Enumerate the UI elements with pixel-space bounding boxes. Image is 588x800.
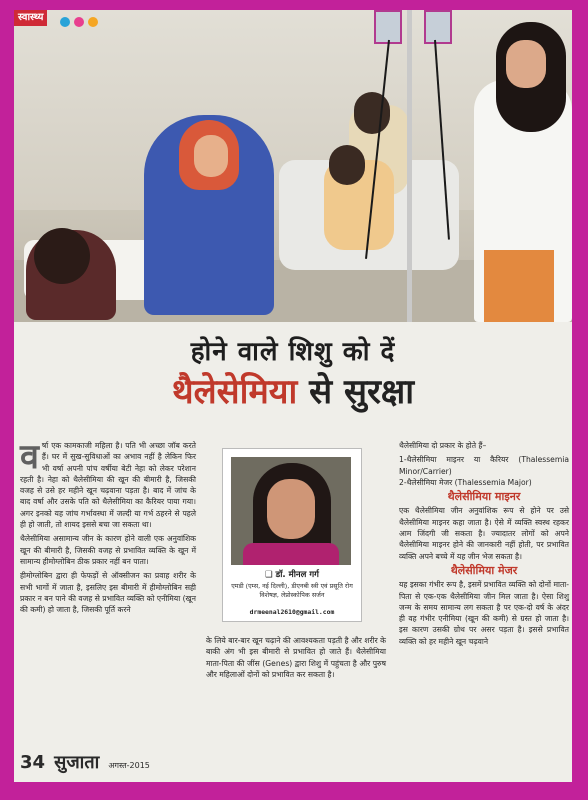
photo-iv-bag-left <box>374 10 402 44</box>
photo-girl-head <box>34 228 90 284</box>
author-credentials: एमडी (एम्स, नई दिल्ली), डीएनबी स्त्री एवं प्रसूति रोग विशेषज्ञ, लेप्रोस्कोपिक सर्जन <box>231 582 353 599</box>
author-name: ❑ डॉ. मीनल गर्ग <box>265 570 319 580</box>
section-masthead <box>14 10 47 26</box>
hospital-photo <box>14 10 572 322</box>
author-email: drmeenal2610@gmail.com <box>249 608 335 616</box>
photo-doctor-skirt <box>484 250 554 322</box>
article-headline <box>14 332 572 412</box>
magazine-page <box>14 10 572 782</box>
author-photo <box>231 457 351 565</box>
column1-paragraph: र्षा एक कामकाजी महिला है। पति भी अच्छा जॉब करते हैं। घर में सुख-सुविधाओं का अभाव नहीं है लेकिन फिर भी वर्षा अपनी पांच वर्षीया बेटी नेहा को लेकर परेशान रहती है। नेहा को थैलेसीमिया की खून की बीमारी है, जिसकी वजह से उसे हर महीने खून चढ़वाना पड़ता है। बाद में जांच के बाद वर्षा और उसके पति को थैलेसीमिया का कैरियर पाया गया। अगर इनको यह जांच गर्भावस्था में जल्दी या गर्भ ठहरने से पहले ही हो जाती, तो शायद इससे बचा जा सकता था। <box>20 441 196 530</box>
orange-dot-icon <box>88 17 98 27</box>
headline-line-1: होने वाले शिशु को दें <box>190 337 396 367</box>
author-face <box>267 479 315 539</box>
column1-paragraph: थैलेसीमिया असामान्य जीन के कारण होने वाली एक अनुवांशिक खून की बीमारी है, जिसकी वजह से प्रभावित व्यक्ति के खून में सामान्य हीमोग्लोबिन ठीक प्रकार नहीं बन पाता। <box>20 534 196 566</box>
magazine-name: सुजाता <box>54 752 100 773</box>
article-column-3 <box>399 440 569 650</box>
thalassemia-types-list <box>399 454 569 488</box>
author-dress <box>243 543 339 565</box>
column3-intro: थैलेसीमिया दो प्रकार के होते हैं– <box>399 441 487 450</box>
article-column-2 <box>206 635 386 683</box>
list-item: 1-थैलेसीमिया माइनर या कैरियर (Thalessemia Minor/Carrier) <box>399 455 569 476</box>
author-box <box>222 448 362 622</box>
page-number: 34 <box>20 752 46 773</box>
subhead-minor: थैलेसीमिया माइनर <box>447 490 521 504</box>
photo-iv-pole <box>407 10 412 322</box>
drop-cap: व <box>20 437 39 477</box>
headline-line-2 <box>14 372 572 412</box>
article-column-1 <box>20 437 196 618</box>
masthead-dots <box>60 12 102 31</box>
photo-boy-head <box>329 145 365 185</box>
photo-doctor-face <box>506 40 546 88</box>
column2-paragraph: के लिये बार-बार खून चढ़ाने की आवश्यकता पड़ती है और शरीर के बाकी अंग भी इस बीमारी से प्रभावित हो जाते हैं। थैलेसीमिया माता-पिता की जींस (Genes) द्वारा शिशु में पहुंचता है और पुरुष और महिलाओं दोनों को प्रभावित कर सकता है। <box>206 636 386 679</box>
major-paragraph: यह इसका गंभीर रूप है, इसमें प्रभावित व्यक्ति को दोनों माता-पिता से एक-एक थैलेसीमिया जीन मिल जाता है। ऐसा शिशु जन्म के समय सामान्य लग सकता है पर एक-दो वर्ष के अंदर ही वह गंभीर एनीमिया (खून की कमी) से ग्रस्त हो जाता है। इस कारण उसकी ग्रोथ पर असर पड़ता है। इससे प्रभावित व्यक्ति को हर महीने खून चढ़वाने <box>399 580 569 646</box>
blue-dot-icon <box>60 17 70 27</box>
column1-paragraph: हीमोग्लोबिन द्वारा ही फेफड़ों से ऑक्सीजन का प्रवाह शरीर के सभी भागों में जाता है, इसलिए इस बीमारी में हीमोग्लोबिन सही प्रकार न बन पाने की वजह से प्रभावित व्यक्ति को एनीमिया (खून की कमी) हो जाता है, जिसकी पूर्ति करने <box>20 571 196 615</box>
page-footer <box>20 750 150 774</box>
minor-paragraph: एक थैलेसीमिया जीन अनुवांशिक रूप से होने पर उसे थैलेसीमिया माइनर कहा जाता है। ऐसे में व्यक्ति स्वस्थ रहकर आम जिंदगी जी सकता है। ज्यादातर लोगों को अपने थैलेसीमिया माइनर होने की जानकारी नहीं होती, पर प्रभावित व्यक्ति अपने बच्चे में यह जीन भेज सकता है। <box>399 506 569 561</box>
section-label: स्वास्थ्य <box>18 12 44 23</box>
pink-dot-icon <box>74 17 84 27</box>
list-item: 2-थैलेसीमिया मेजर (Thalessemia Major) <box>399 477 532 487</box>
subhead-major: थैलेसीमिया मेजर <box>450 563 518 577</box>
headline-rest: से सुरक्षा <box>297 372 415 412</box>
photo-iv-bag-right <box>424 10 452 44</box>
issue-date: अगस्त-2015 <box>108 761 150 770</box>
headline-accent: थैलेसेमिया <box>171 372 298 412</box>
photo-father-head <box>354 92 390 134</box>
photo-mother-face <box>194 135 228 177</box>
